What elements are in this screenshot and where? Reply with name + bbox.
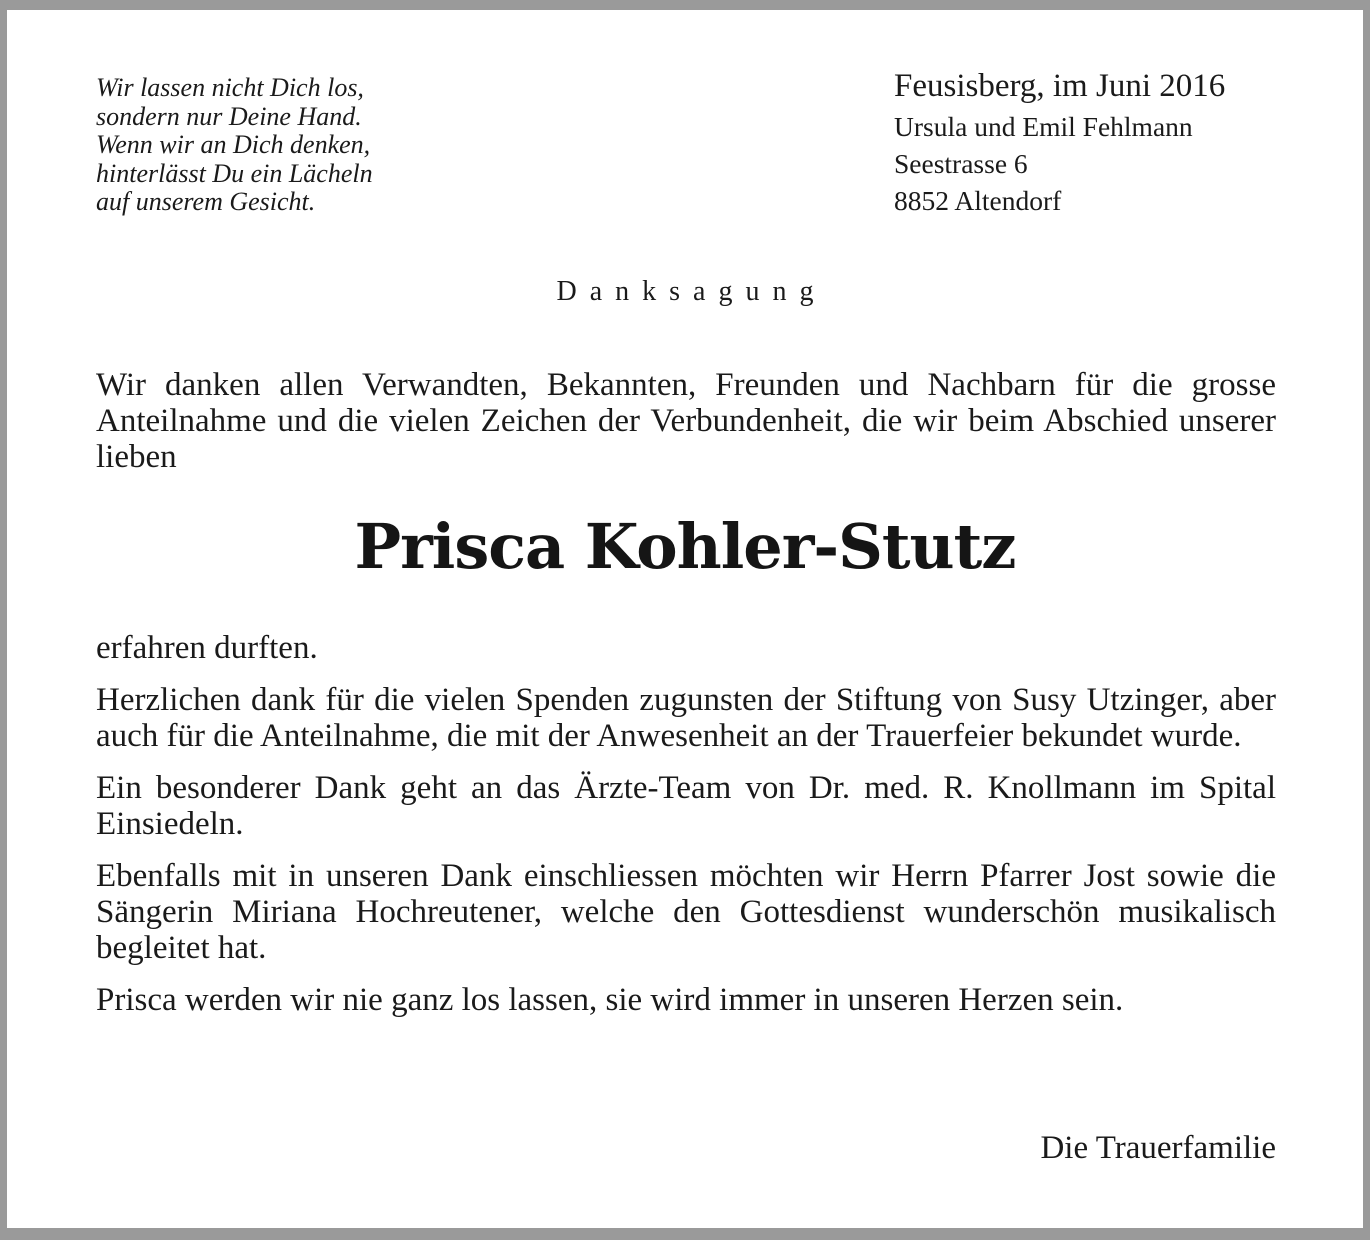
intro-paragraph: Wir danken allen Verwandten, Bekannten, Freunden und Nachbarn für die grosse Anteilnahme und die vielen Zeichen der Verbundenheit, die wir beim Abschied unserer lieben bbox=[96, 367, 1276, 475]
motto-line: hinterlässt Du ein Lächeln bbox=[96, 158, 373, 188]
sender-name: Ursula und Emil Fehlmann bbox=[894, 111, 1193, 142]
sender-block bbox=[894, 64, 1294, 219]
deceased-name: Prisca Kohler-Stutz bbox=[354, 510, 1016, 583]
motto-line: Wir lassen nicht Dich los, bbox=[96, 73, 364, 102]
paragraph: erfahren durften. bbox=[96, 630, 318, 666]
obituary-notice bbox=[7, 10, 1363, 1228]
paragraph: Ebenfalls mit in unseren Dank einschliessen möchten wir Herrn Pfarrer Jost sowie die Sängerin Miriana Hochreutener, welche den Gottesdienst wunderschön musikalisch begleitet hat. bbox=[96, 858, 1276, 966]
motto-poem bbox=[96, 74, 516, 217]
sender-street: Seestrasse 6 bbox=[894, 148, 1028, 179]
thanks-paragraphs bbox=[96, 630, 1276, 1034]
paragraph: Herzlichen dank für die vielen Spenden zugunsten der Stiftung von Susy Utzinger, aber auch für die Anteilnahme, die mit der Anwesenheit an der Trauerfeier bekundet wurde. bbox=[96, 682, 1276, 754]
sender-city: 8852 Altendorf bbox=[894, 185, 1062, 216]
heading-danksagung: Danksagung bbox=[556, 276, 827, 307]
motto-line: auf unserem Gesicht. bbox=[96, 187, 316, 216]
motto-line: Wenn wir an Dich denken, bbox=[96, 130, 371, 159]
paragraph: Ein besonderer Dank geht an das Ärzte-Team von Dr. med. R. Knollmann im Spital Einsiedeln. bbox=[96, 770, 1276, 842]
place-date: Feusisberg, im Juni 2016 bbox=[894, 68, 1226, 104]
motto-line: sondern nur Deine Hand. bbox=[96, 101, 362, 131]
signoff: Die Trauerfamilie bbox=[1040, 1130, 1276, 1166]
paragraph: Prisca werden wir nie ganz los lassen, sie wird immer in unseren Herzen sein. bbox=[96, 982, 1124, 1018]
